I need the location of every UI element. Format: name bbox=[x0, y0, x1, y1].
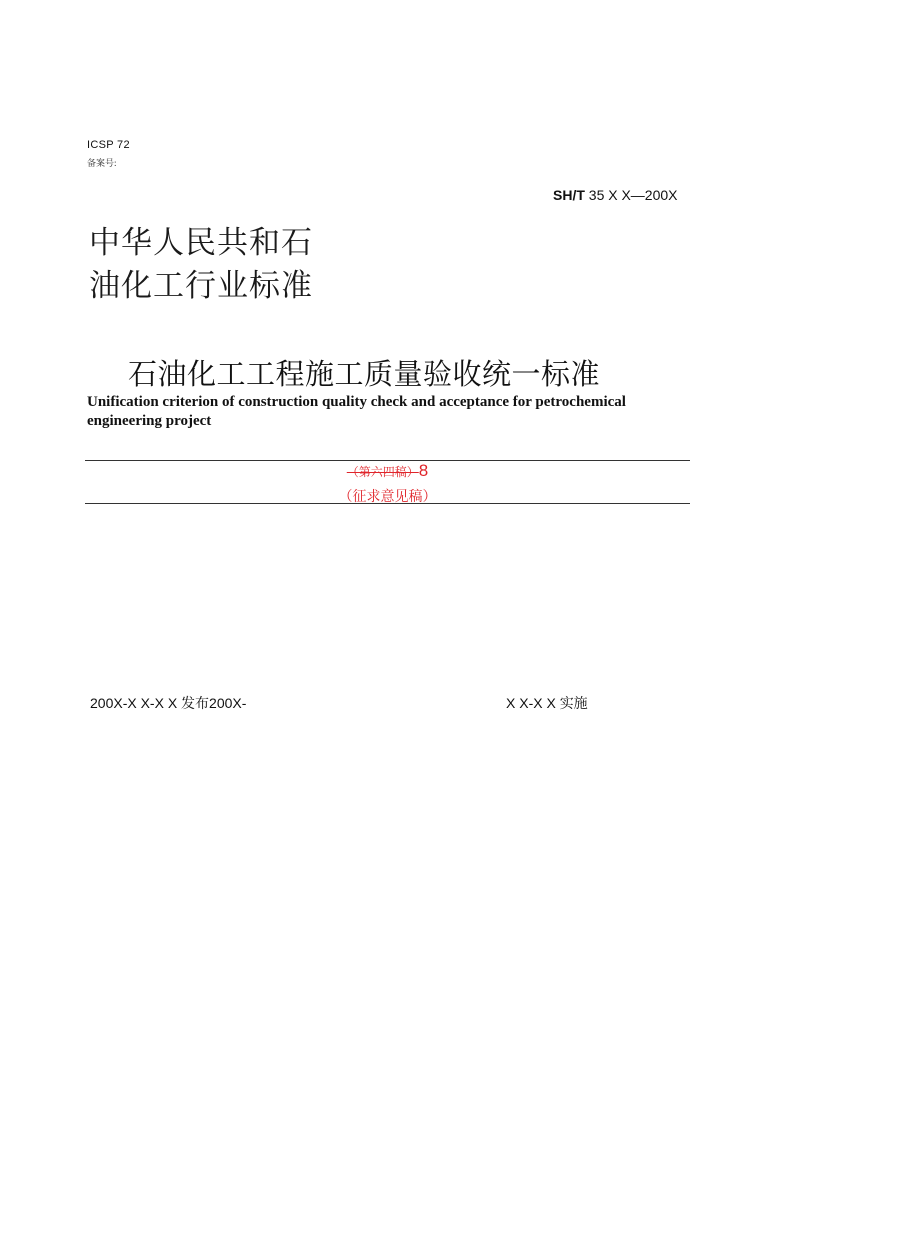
draft-struck-text: （第六四稿） bbox=[346, 465, 419, 479]
document-title-english: Unification criterion of construction quality check and acceptance for petrochemical engineering project bbox=[87, 394, 626, 429]
implementation-label: 实施 bbox=[559, 696, 588, 712]
standard-number bbox=[553, 187, 678, 203]
draft-version bbox=[0, 461, 775, 481]
release-date-suffix: 200X- bbox=[209, 695, 247, 711]
release-label: 发布 bbox=[181, 696, 210, 712]
organization-line-1: 中华人民共和石 bbox=[89, 225, 313, 261]
organization-line-2: 油化工行业标准 bbox=[89, 268, 313, 304]
issuing-organization bbox=[89, 222, 313, 308]
implementation-date bbox=[506, 693, 588, 713]
implementation-date-value: X X-X X bbox=[506, 695, 560, 711]
release-date-value: 200X-X X-X X bbox=[90, 695, 182, 711]
standard-number-rest: 35 X X—200X bbox=[584, 187, 678, 203]
release-date bbox=[90, 693, 246, 713]
draft-status: （征求意见稿） bbox=[338, 490, 437, 505]
filing-number-label: 备案号: bbox=[87, 158, 117, 168]
bottom-divider bbox=[85, 503, 690, 504]
standard-prefix: SH/T bbox=[553, 187, 585, 203]
draft-number: 8 bbox=[418, 461, 429, 480]
ics-code: ICSP 72 bbox=[87, 139, 130, 151]
document-title-chinese: 石油化工工程施工质量验收统一标准 bbox=[128, 357, 601, 391]
